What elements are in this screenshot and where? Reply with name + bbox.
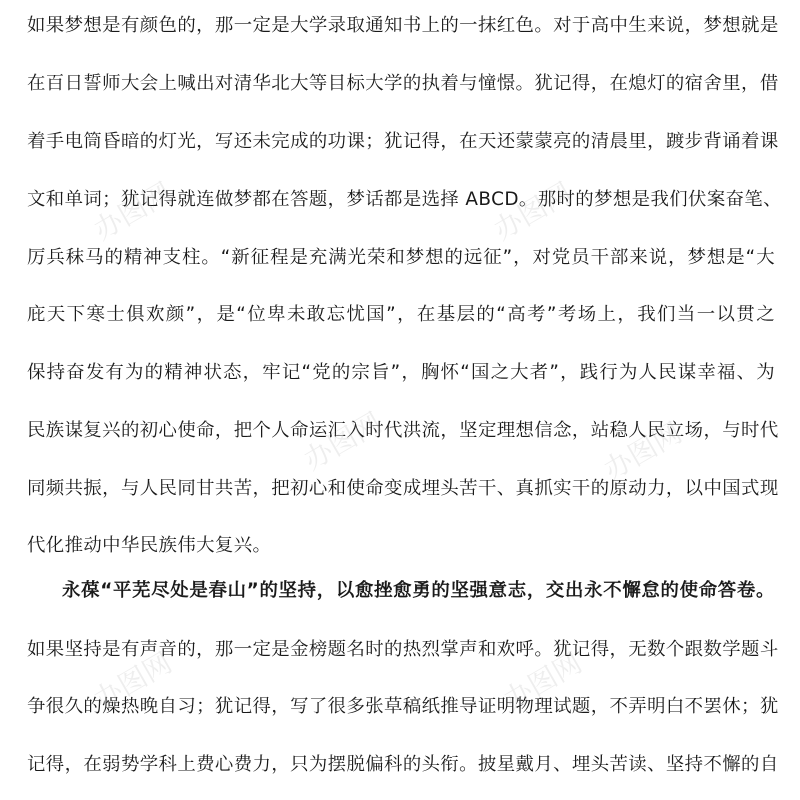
paragraph-line: 厉兵秣马的精神支柱。“新征程是充满光荣和梦想的远征”，对党员干部来说，梦想是“大 — [27, 247, 775, 268]
watermark: 办图网 — [298, 406, 388, 477]
watermark: 办图网 — [488, 176, 578, 247]
paragraph-line: 民族谋复兴的初心使命，把个人命运汇入时代洪流，坚定理想信念，站稳人民立场，与时代 — [27, 420, 779, 441]
paragraph-line: 代化推动中华民族伟大复兴。 — [27, 535, 272, 556]
paragraph-line: 如果梦想是有颜色的，那一定是大学录取通知书上的一抹红色。对于高中生来说，梦想就是 — [27, 15, 779, 36]
paragraph-line: 在百日誓师大会上喊出对清华北大等目标大学的执着与憧憬。犹记得，在熄灯的宿舍里，借 — [27, 73, 779, 94]
paragraph-line: 同频共振，与人民同甘共苦，把初心和使命变成埋头苦干、真抓实干的原动力，以中国式现 — [27, 478, 779, 499]
watermark: 办图网 — [88, 176, 178, 247]
paragraph-line: 着手电筒昏暗的灯光，写还未完成的功课；犹记得，在天还蒙蒙亮的清晨里，踱步背诵着课 — [27, 131, 779, 152]
section-heading: 永葆“平芜尽处是春山”的坚持，以愈挫愈勇的坚强意志，交出永不懈怠的使命答卷。 — [62, 580, 775, 601]
watermark: 办图网 — [88, 646, 178, 717]
paragraph-line: 庇天下寒士俱欢颜”，是“位卑未敢忘忧国”，在基层的“高考”考场上，我们当一以贯之 — [27, 304, 775, 325]
watermark: 办图网 — [598, 416, 688, 487]
paragraph-line: 保持奋发有为的精神状态，牢记“党的宗旨”，胸怀“国之大者”，践行为人民谋幸福、为 — [27, 362, 775, 383]
paragraph-line: 文和单词；犹记得就连做梦都在答题，梦话都是选择 ABCD。那时的梦想是我们伏案奋笔、 — [27, 189, 782, 210]
paragraph-line: 如果坚持是有声音的，那一定是金榜题名时的热烈掌声和欢呼。犹记得，无数个跟数学题斗 — [27, 639, 779, 660]
paragraph-line: 记得，在弱势学科上费心费力，只为摆脱偏科的头衔。披星戴月、埋头苦读、坚持不懈的自 — [27, 754, 779, 775]
paragraph-line: 争很久的燥热晚自习；犹记得，写了很多张草稿纸推导证明物理试题，不弄明白不罢休；犹 — [27, 696, 779, 717]
watermark: 办图网 — [498, 646, 588, 717]
